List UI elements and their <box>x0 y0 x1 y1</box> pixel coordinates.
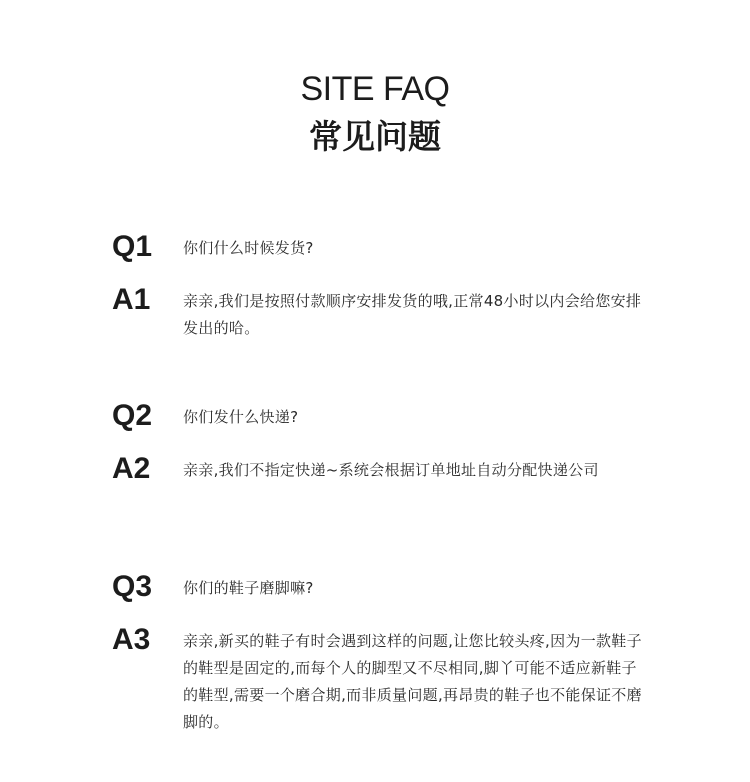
answer-tag: A3 <box>112 623 151 656</box>
question-tag: Q2 <box>112 399 153 432</box>
answer-text: 亲亲,新买的鞋子有时会遇到这样的问题,让您比较头疼,因为一款鞋子的鞋型是固定的,而每个人的脚型又不尽相同,脚丫可能不适应新鞋子的鞋型,需要一个磨合期,而非质量问题,再昂贵的鞋子也不能保证不磨脚的。 <box>183 632 642 731</box>
answer-text: 亲亲,我们不指定快递~系统会根据订单地址自动分配快递公司 <box>183 461 599 479</box>
answer-text: 亲亲,我们是按照付款顺序安排发货的哦,正常48小时以内会给您安排发出的哈。 <box>183 292 642 337</box>
faq-header <box>0 70 750 156</box>
answer-tag: A2 <box>112 452 151 485</box>
question-tag: Q1 <box>112 230 153 263</box>
page-title-en: SITE FAQ <box>300 70 450 108</box>
question-text: 你们什么时候发货? <box>183 239 314 257</box>
question-tag: Q3 <box>112 570 153 603</box>
question-text: 你们的鞋子磨脚嘛? <box>183 579 314 597</box>
page-title-cn: 常见问题 <box>309 117 441 156</box>
answer-tag: A1 <box>112 283 151 316</box>
question-text: 你们发什么快递? <box>183 408 299 426</box>
